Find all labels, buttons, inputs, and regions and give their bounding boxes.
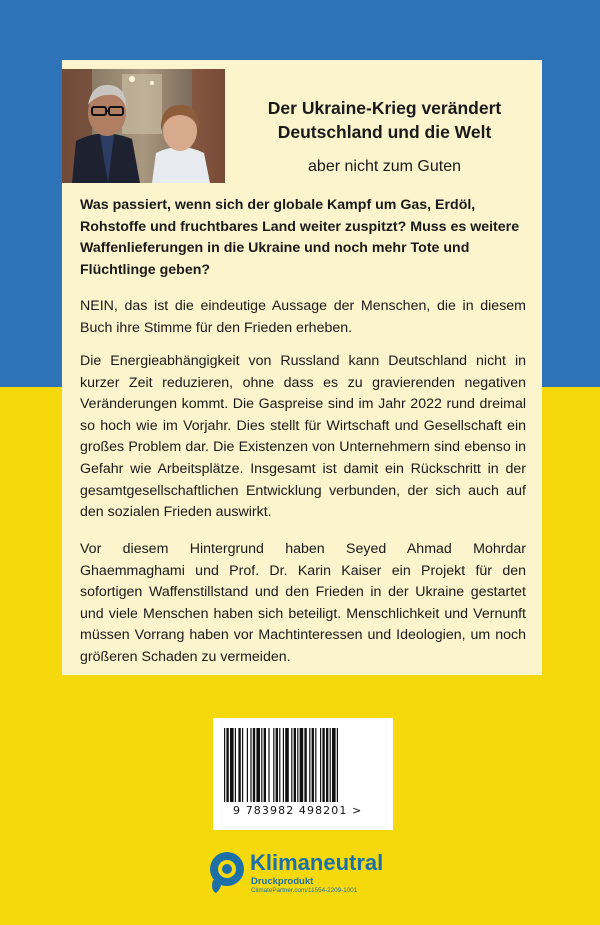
paragraph-2: Die Energieabhängigkeit von Russland kann Deutschland nicht in kurzer Zeit reduzieren, ohne dass es zu gravierenden negativen Veränderungen kommt. Die Gaspreise sind im Jahr 2022 rund dreimal so hoch wie im Vorjahr. Dies stellt für Wirtschaft und Gesellschaft ein großes Problem dar. Die Existenzen von Unternehmern sind ebenso in Gefahr wie Arbeitsplätze. Insgesamt ist damit ein Rückschritt in der gesamtgesellschaftlichen Entwicklung verbunden, der sich auch auf den sozialen Frieden auswirkt. bbox=[80, 353, 526, 521]
paragraph-1: NEIN, das ist die eindeutige Aussage der Menschen, die in diesem Buch ihre Stimme für den Frieden erheben. bbox=[80, 298, 526, 336]
text-panel bbox=[62, 60, 542, 675]
book-title-line-1: Der Ukraine-Krieg verändert bbox=[267, 98, 502, 118]
lead-paragraph: Was passiert, wenn sich der globale Kampf um Gas, Erdöl, Rohstoffe und fruchtbares Land weiter zuspitzt? Muss es weitere Waffenlieferungen in die Ukraine und noch mehr Tote und Flüchtlinge geben? bbox=[80, 197, 520, 278]
book-title-line-2: Deutschland und die Welt bbox=[277, 122, 492, 142]
title-block bbox=[227, 96, 542, 178]
paragraph-3: Vor diesem Hintergrund haben Seyed Ahmad Mohrdar Ghaemmaghami und Prof. Dr. Karin Kaiser ein Projekt für den sofortigen Waffenstillstand und den Frieden in der Ukraine gestartet und viele Menschen haben sich beteiligt. Menschlichkeit und Vernunft müssen Vorrang haben vor Machtinteressen und Ideologien, um noch größeren Schaden zu vermeiden. bbox=[80, 541, 526, 665]
isbn-digits: 9 783982 498201 > bbox=[233, 804, 363, 817]
klimaneutral-badge bbox=[208, 850, 408, 900]
klimaneutral-url: ClimatePartner.com/11554-2209-1001 bbox=[251, 887, 358, 894]
klimaneutral-title: Klimaneutral bbox=[250, 850, 384, 875]
book-subtitle: aber nicht zum Guten bbox=[308, 158, 461, 175]
author-photo bbox=[62, 69, 225, 183]
klimaneutral-subtitle: Druckprodukt bbox=[251, 876, 314, 887]
climate-partner-icon bbox=[208, 850, 246, 894]
barcode-bars bbox=[224, 728, 384, 804]
isbn-barcode bbox=[213, 718, 393, 830]
